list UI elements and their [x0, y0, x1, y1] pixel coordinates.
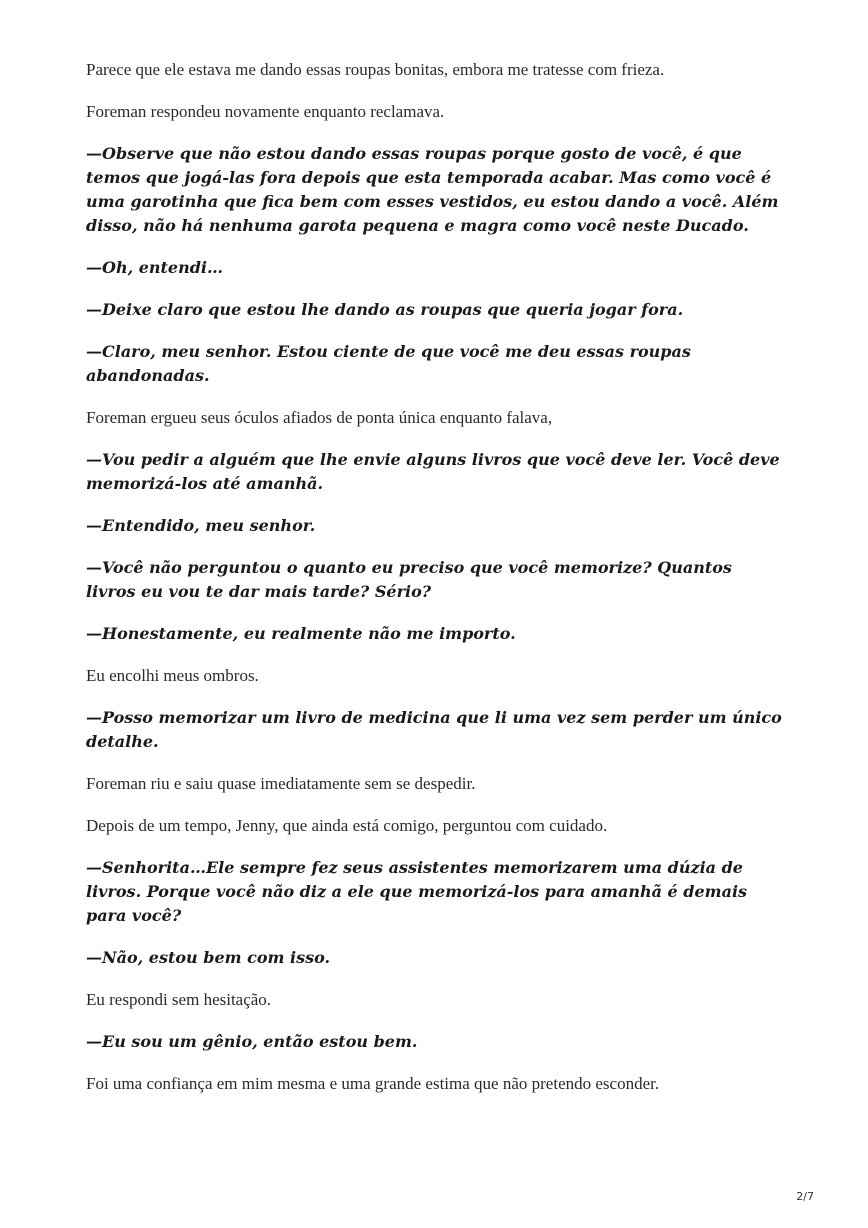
dialogue-paragraph: —Entendido, meu senhor.: [86, 516, 316, 535]
dialogue-paragraph: —Observe que não estou dando essas roupas porque gosto de você, é que temos que jogá-las fora depois que esta temporada acabar. Mas como você é uma garotinha que fica bem com esses vestidos, eu estou dando a você. Além disso, não há nenhuma garota pequena e magra como você neste Ducado.: [86, 144, 779, 235]
narration-paragraph: Foi uma confiança em mim mesma e uma grande estima que não pretendo esconder.: [86, 1074, 660, 1093]
narration-paragraph: Parece que ele estava me dando essas roupas bonitas, embora me tratesse com frieza.: [86, 60, 665, 79]
dialogue-paragraph: —Não, estou bem com isso.: [86, 948, 331, 967]
dialogue-paragraph: —Senhorita…Ele sempre fez seus assistentes memorizarem uma dúzia de livros. Porque você não diz a ele que memorizá-los para amanhã é demais para você?: [86, 858, 748, 925]
dialogue-paragraph: —Claro, meu senhor. Estou ciente de que você me deu essas roupas abandonadas.: [86, 342, 691, 385]
page-number: 2/7: [796, 1190, 814, 1203]
dialogue-paragraph: —Deixe claro que estou lhe dando as roupas que queria jogar fora.: [86, 300, 684, 319]
narration-paragraph: Eu encolhi meus ombros.: [86, 666, 259, 685]
dialogue-paragraph: —Vou pedir a alguém que lhe envie alguns livros que você deve ler. Você deve memorizá-los até amanhã.: [86, 450, 780, 493]
narration-paragraph: Foreman ergueu seus óculos afiados de ponta única enquanto falava,: [86, 408, 553, 427]
dialogue-paragraph: —Eu sou um gênio, então estou bem.: [86, 1032, 418, 1051]
dialogue-paragraph: —Você não perguntou o quanto eu preciso que você memorize? Quantos livros eu vou te dar mais tarde? Sério?: [86, 558, 732, 601]
dialogue-paragraph: —Oh, entendi…: [86, 258, 223, 277]
narration-paragraph: Eu respondi sem hesitação.: [86, 990, 272, 1009]
narration-paragraph: Depois de um tempo, Jenny, que ainda está comigo, perguntou com cuidado.: [86, 816, 608, 835]
narration-paragraph: Foreman respondeu novamente enquanto reclamava.: [86, 102, 445, 121]
dialogue-paragraph: —Posso memorizar um livro de medicina que li uma vez sem perder um único detalhe.: [86, 708, 782, 751]
document-body: [86, 58, 786, 1114]
dialogue-paragraph: —Honestamente, eu realmente não me importo.: [86, 624, 516, 643]
narration-paragraph: Foreman riu e saiu quase imediatamente sem se despedir.: [86, 774, 476, 793]
